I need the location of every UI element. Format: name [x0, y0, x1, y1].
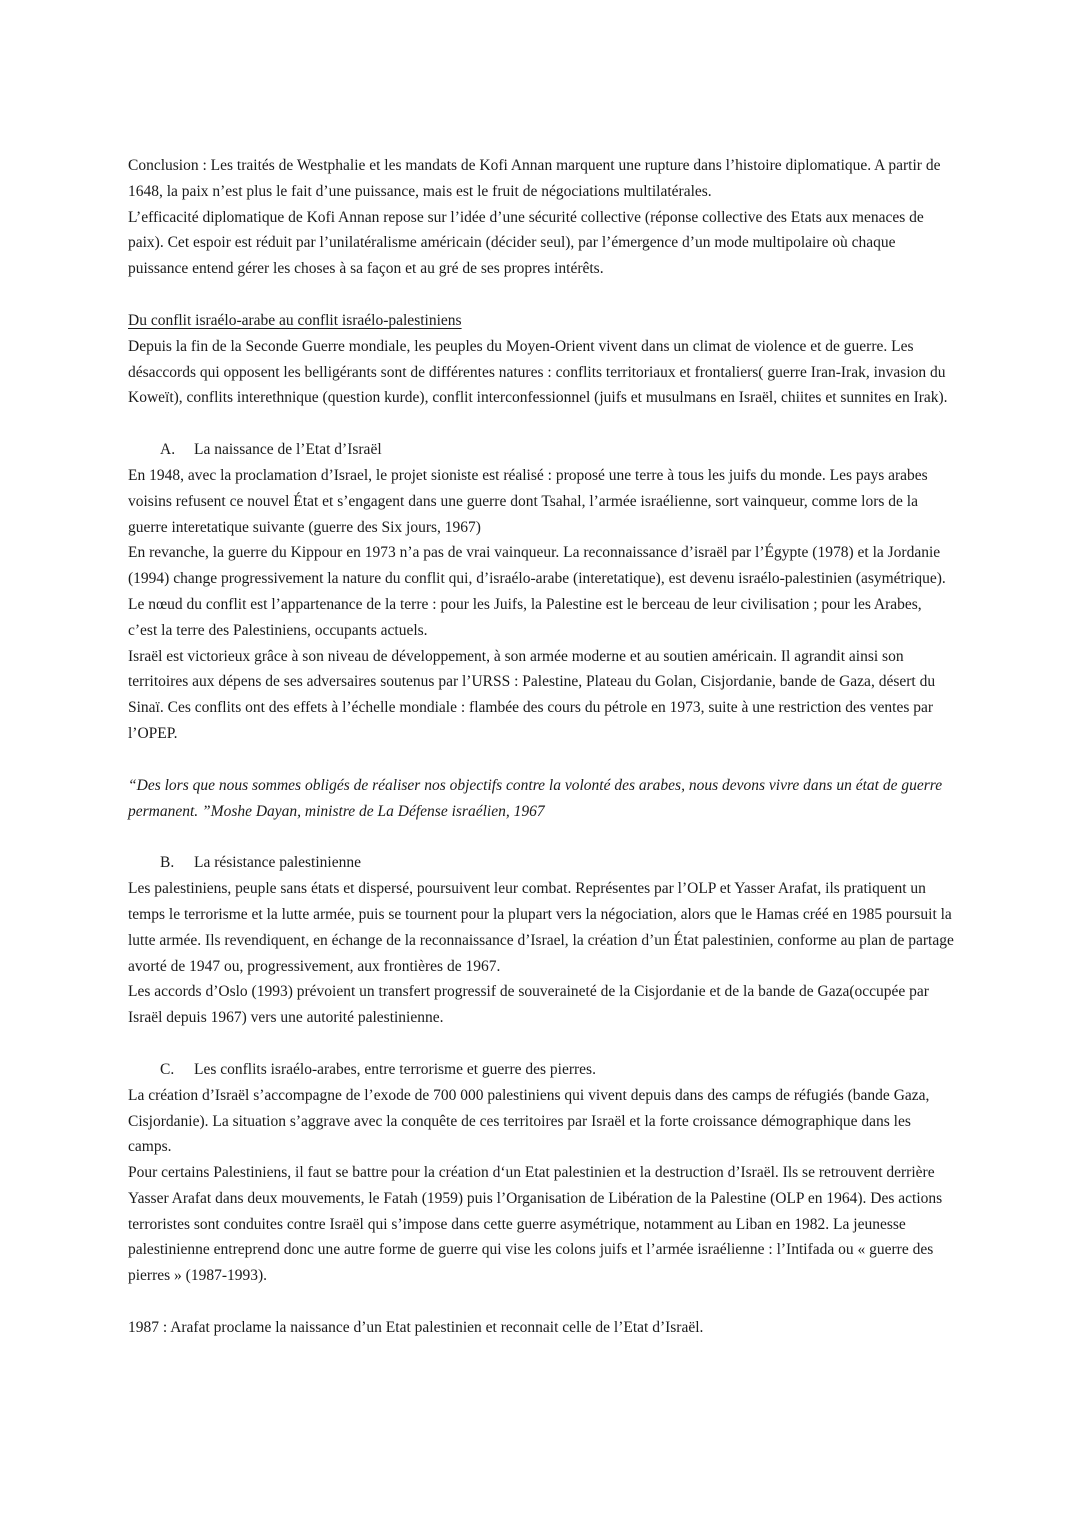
- section-intro: Depuis la fin de la Seconde Guerre mondiale, les peuples du Moyen-Orient vivent dans un climat de violence et de guerre. Les désaccords qui opposent les belligérants sont de différentes natures : conflits territoriaux et frontaliers( guerre Iran-Irak, invasion du Koweït), conflits interethnique (question kurde), conflit interconfessionnel (juifs et musulmans en Israël, chiites et sunnites en Irak).: [128, 337, 948, 407]
- part-c-paragraph-2: Pour certains Palestiniens, il faut se battre pour la création d‘un Etat palestinien et la destruction d’Israël. Ils se retrouvent derrière Yasser Arafat dans deux mouvements, le Fatah (1959) puis l’Organisation de Libération de la Palestine (OLP en 1964). Des actions terroristes sont conduites contre Israël qui s’impose dans cette guerre asymétrique, notamment au Liban en 1982. La jeunesse palestinienne entreprend donc une autre forme de guerre qui vise les colons juifs et l’armée israélienne : l’Intifada ou « guerre des pierres » (1987-1993).: [128, 1164, 943, 1285]
- dayan-quote: “Des lors que nous sommes obligés de réaliser nos objectifs contre la volonté des arabes, nous devons vivre dans un état de guerre permanent. ”Moshe Dayan, ministre de La Défense israélien, 1967: [128, 776, 943, 820]
- section-title: Du conflit israélo-arabe au conflit israélo-palestiniens: [128, 311, 462, 329]
- conclusion-paragraph-2: L’efficacité diplomatique de Kofi Annan repose sur l’idée d’une sécurité collective (réponse collective des Etats aux menaces de paix). Cet espoir est réduit par l’unilatéralisme américain (décider seul), par l’émergence d’un mode multipolaire où chaque puissance entend gérer les choses à sa façon et au gré de ses propres intérêts.: [128, 208, 924, 278]
- part-c-title: Les conflits israélo-arabes, entre terrorisme et guerre des pierres.: [194, 1060, 596, 1078]
- part-c-letter: C.: [160, 1060, 175, 1078]
- part-c-heading: [128, 1057, 954, 1083]
- part-b-paragraph-2: Les accords d’Oslo (1993) prévoient un transfert progressif de souveraineté de la Cisjordanie et de la bande de Gaza(occupée par Israël depuis 1967) vers une autorité palestinienne.: [128, 983, 929, 1027]
- part-a-paragraph-3: Israël est victorieux grâce à son niveau de développement, à son armée moderne et au soutien américain. Il agrandit ainsi son territoires aux dépens de ses adversaires soutenus par l’URSS : Palestine, Plateau du Golan, Cisjordanie, bande de Gaza, désert du Sinaï. Ces conflits ont des effets à l’échelle mondiale : flambée des cours du pétrole en 1973, suite à une restriction des ventes par l’OPEP.: [128, 647, 936, 742]
- part-a-paragraph-1: En 1948, avec la proclamation d’Israel, le projet sioniste est réalisé : proposé une terre à tous les juifs du monde. Les pays arabes voisins refusent ce nouvel État et s’engagent dans une guerre dont Tsahal, l’armée israélienne, sort vainqueur, comme lors de la guerre interetatique suivante (guerre des Six jours, 1967): [128, 466, 928, 536]
- conclusion-paragraph-1: Conclusion : Les traités de Westphalie et les mandats de Kofi Annan marquent une rupture dans l’histoire diplomatique. A partir de 1648, la paix n’est plus le fait d’une puissance, mais est le fruit de négociations multilatérales.: [128, 157, 941, 200]
- part-b-paragraph-1: Les palestiniens, peuple sans états et dispersé, poursuivent leur combat. Représentes par l’OLP et Yasser Arafat, ils pratiquent un temps le terrorisme et la lutte armée, puis se tournent pour la plupart vers la négociation, alors que le Hamas créé en 1985 poursuit la lutte armée. Ils revendiquent, en échange de la reconnaissance d’Israel, la création d’un État palestinien, conforme au plan de partage avorté de 1947 ou, progressivement, aux frontières de 1967.: [128, 880, 954, 975]
- part-a-title: La naissance de l’Etat d’Israël: [194, 441, 382, 459]
- part-b-heading: [128, 850, 954, 876]
- part-b-title: La résistance palestinienne: [194, 854, 361, 872]
- part-a-heading: [128, 437, 954, 463]
- part-a-letter: A.: [160, 441, 176, 459]
- part-a-paragraph-2: En revanche, la guerre du Kippour en 1973 n’a pas de vrai vainqueur. La reconnaissance d’israël par l’Égypte (1978) et la Jordanie (1994) change progressivement la nature du conflit qui, d’israélo-arabe (interetatique), est devenu israélo-palestinien (asymétrique). Le nœud du conflit est l’appartenance de la terre : pour les Juifs, la Palestine est le berceau de leur civilisation ; pour les Arabes, c’est la terre des Palestiniens, occupants actuels.: [128, 544, 946, 639]
- final-note: 1987 : Arafat proclame la naissance d’un Etat palestinien et reconnait celle de l’Etat d’Israël.: [128, 1319, 704, 1337]
- part-b-letter: B.: [160, 854, 175, 872]
- document-page: [128, 153, 954, 1341]
- part-c-paragraph-1: La création d’Israël s’accompagne de l’exode de 700 000 palestiniens qui vivent depuis dans des camps de réfugiés (bande Gaza, Cisjordanie). La situation s’aggrave avec la conquête de ces territoires par Israël et la forte croissance démographique dans les camps.: [128, 1086, 930, 1156]
